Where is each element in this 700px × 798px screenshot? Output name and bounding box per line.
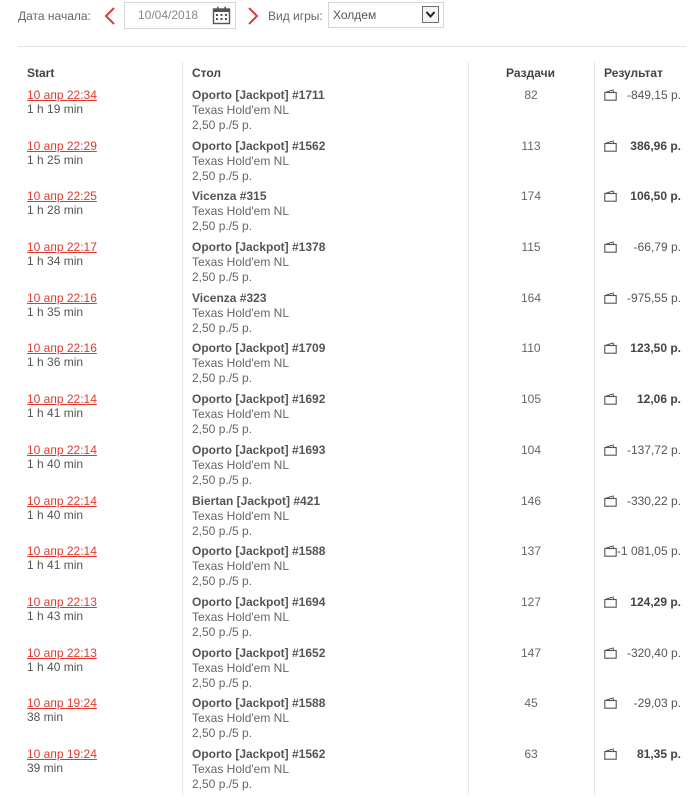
game-type: Texas Hold'em NL	[192, 356, 289, 371]
table-row	[0, 392, 700, 443]
table-stakes: 2,50 р./5 р.	[192, 118, 253, 132]
session-duration: 38 min	[27, 710, 64, 725]
calendar-icon[interactable]	[212, 6, 231, 25]
hands-count: 147	[520, 645, 542, 660]
game-type-label: Вид игры:	[268, 9, 323, 23]
session-start-link[interactable]: 10 апр 22:34	[27, 88, 97, 102]
table-name: Vicenza #323	[192, 290, 267, 305]
wallet-icon	[604, 89, 617, 101]
game-type: Texas Hold'em NL	[192, 609, 289, 624]
session-result: -137,72 р.	[626, 442, 681, 457]
session-duration: 1 h 36 min	[27, 355, 84, 370]
wallet-icon	[604, 342, 617, 354]
chevron-right-icon[interactable]	[245, 5, 261, 27]
session-start-link[interactable]: 10 апр 22:14	[27, 392, 97, 407]
session-result: -320,40 р.	[626, 645, 681, 660]
header-hands[interactable]: Раздачи	[506, 66, 555, 80]
hands-count: 174	[520, 189, 542, 204]
session-result: 123,50 р.	[630, 341, 681, 356]
wallet-icon	[604, 190, 617, 202]
session-result: -975,55 р.	[626, 290, 681, 305]
table-row	[0, 595, 700, 646]
table-name: Oporto [Jackpot] #1692	[192, 392, 326, 407]
table-name: Oporto [Jackpot] #1588	[192, 544, 326, 559]
hands-count: 104	[520, 442, 542, 457]
wallet-icon	[604, 241, 617, 253]
chevron-left-icon[interactable]	[102, 5, 118, 27]
wallet-icon	[604, 140, 617, 152]
table-row	[0, 443, 700, 494]
session-result: -1 081,05 р.	[616, 544, 681, 559]
session-result: 106,50 р.	[630, 189, 681, 204]
sessions-table	[0, 88, 700, 798]
table-name: Oporto [Jackpot] #1711	[192, 88, 325, 102]
header-table[interactable]: Стол	[192, 66, 222, 80]
table-row	[0, 747, 700, 798]
table-stakes: 2,50 р./5 р.	[192, 726, 253, 741]
table-stakes: 2,50 р./5 р.	[192, 371, 253, 386]
session-start-link[interactable]: 10 апр 22:13	[27, 594, 97, 609]
table-row	[0, 88, 700, 139]
session-start-link[interactable]: 10 апр 22:13	[27, 645, 97, 660]
wallet-icon	[604, 393, 617, 405]
wallet-icon	[604, 495, 617, 507]
table-name: Oporto [Jackpot] #1588	[192, 696, 326, 711]
session-start-link[interactable]: 10 апр 22:16	[27, 290, 97, 305]
session-duration: 39 min	[27, 760, 64, 775]
session-result: 386,96 р.	[630, 138, 681, 153]
session-result: 12,06 р.	[636, 392, 681, 407]
wallet-icon	[604, 697, 617, 709]
game-type: Texas Hold'em NL	[192, 559, 289, 574]
game-type: Texas Hold'em NL	[192, 103, 289, 117]
chevron-down-icon[interactable]	[422, 6, 439, 23]
wallet-icon	[604, 444, 617, 456]
table-name: Oporto [Jackpot] #1694	[192, 594, 326, 609]
start-date-input[interactable]	[124, 2, 236, 29]
table-stakes: 2,50 р./5 р.	[192, 168, 253, 183]
session-start-link[interactable]: 10 апр 19:24	[27, 746, 97, 761]
game-type: Texas Hold'em NL	[192, 305, 289, 320]
filter-bar	[0, 0, 700, 34]
game-type: Texas Hold'em NL	[192, 711, 289, 726]
session-result: 81,35 р.	[636, 746, 681, 761]
table-row	[0, 341, 700, 392]
table-stakes: 2,50 р./5 р.	[192, 776, 253, 791]
table-stakes: 2,50 р./5 р.	[192, 472, 253, 487]
session-duration: 1 h 19 min	[27, 102, 84, 116]
wallet-icon	[604, 292, 617, 304]
session-duration: 1 h 40 min	[27, 507, 84, 522]
table-stakes: 2,50 р./5 р.	[192, 523, 253, 538]
header-start[interactable]: Start	[27, 66, 55, 80]
start-date-value: 10/04/2018	[138, 8, 199, 22]
session-result: -66,79 р.	[633, 240, 681, 255]
game-type-value: Холдем	[333, 8, 377, 22]
session-start-link[interactable]: 10 апр 22:25	[27, 189, 97, 204]
session-duration: 1 h 35 min	[27, 304, 84, 319]
hands-count: 146	[520, 493, 542, 508]
session-result: -29,03 р.	[633, 696, 681, 711]
hands-count: 45	[524, 696, 538, 711]
game-type: Texas Hold'em NL	[192, 660, 289, 675]
hands-count: 137	[520, 544, 542, 559]
session-start-link[interactable]: 10 апр 22:16	[27, 341, 97, 356]
game-type: Texas Hold'em NL	[192, 153, 289, 168]
wallet-icon	[604, 748, 617, 760]
table-stakes: 2,50 р./5 р.	[192, 574, 253, 589]
table-stakes: 2,50 р./5 р.	[192, 219, 253, 234]
wallet-icon	[604, 647, 617, 659]
session-duration: 1 h 28 min	[27, 203, 84, 218]
table-name: Oporto [Jackpot] #1693	[192, 442, 326, 457]
session-start-link[interactable]: 10 апр 22:14	[27, 442, 97, 457]
start-date-label: Дата начала:	[18, 9, 91, 23]
table-row	[0, 646, 700, 697]
game-type: Texas Hold'em NL	[192, 457, 289, 472]
hands-count: 113	[521, 138, 541, 153]
table-stakes: 2,50 р./5 р.	[192, 624, 253, 639]
table-stakes: 2,50 р./5 р.	[192, 320, 253, 335]
session-start-link[interactable]: 10 апр 19:24	[27, 696, 97, 711]
session-duration: 1 h 40 min	[27, 659, 84, 674]
session-start-link[interactable]: 10 апр 22:29	[27, 138, 97, 153]
game-type: Texas Hold'em NL	[192, 204, 289, 219]
session-duration: 1 h 25 min	[27, 152, 84, 167]
session-start-link[interactable]: 10 апр 22:14	[27, 493, 97, 508]
hands-count: 115	[521, 240, 541, 255]
wallet-icon	[604, 596, 617, 608]
hands-count: 127	[520, 594, 542, 609]
game-type: Texas Hold'em NL	[192, 508, 289, 523]
header-result[interactable]: Результат	[604, 66, 663, 80]
table-name: Oporto [Jackpot] #1562	[192, 746, 326, 761]
table-stakes: 2,50 р./5 р.	[192, 270, 253, 285]
game-type: Texas Hold'em NL	[192, 255, 289, 270]
hands-count: 82	[524, 88, 538, 102]
session-duration: 1 h 41 min	[27, 558, 84, 573]
game-type: Texas Hold'em NL	[192, 407, 289, 422]
session-duration: 1 h 34 min	[27, 254, 84, 269]
session-start-link[interactable]: 10 апр 22:17	[27, 240, 97, 255]
hands-count: 164	[520, 290, 542, 305]
top-divider	[18, 46, 686, 47]
table-name: Oporto [Jackpot] #1562	[192, 138, 326, 153]
table-row	[0, 139, 700, 190]
table-name: Vicenza #315	[192, 189, 267, 204]
game-type: Texas Hold'em NL	[192, 761, 289, 776]
hands-count: 105	[520, 392, 542, 407]
table-row	[0, 696, 700, 747]
table-row	[0, 291, 700, 342]
game-type-select[interactable]	[328, 2, 444, 28]
table-row	[0, 494, 700, 545]
session-duration: 1 h 41 min	[27, 406, 84, 421]
table-stakes: 2,50 р./5 р.	[192, 422, 253, 437]
table-name: Biertan [Jackpot] #421	[192, 493, 321, 508]
table-stakes: 2,50 р./5 р.	[192, 675, 253, 690]
session-duration: 1 h 43 min	[27, 608, 84, 623]
table-name: Oporto [Jackpot] #1709	[192, 341, 326, 356]
session-result: 124,29 р.	[630, 594, 681, 609]
hands-count: 110	[521, 341, 541, 356]
session-start-link[interactable]: 10 апр 22:14	[27, 544, 97, 559]
session-result: -330,22 р.	[626, 493, 681, 508]
session-result: -849,15 р.	[626, 88, 681, 102]
wallet-icon	[604, 545, 617, 557]
hands-count: 63	[524, 746, 538, 761]
table-name: Oporto [Jackpot] #1378	[192, 240, 326, 255]
session-duration: 1 h 40 min	[27, 456, 84, 471]
table-row	[0, 189, 700, 240]
table-row	[0, 544, 700, 595]
table-name: Oporto [Jackpot] #1652	[192, 645, 326, 660]
table-row	[0, 240, 700, 291]
